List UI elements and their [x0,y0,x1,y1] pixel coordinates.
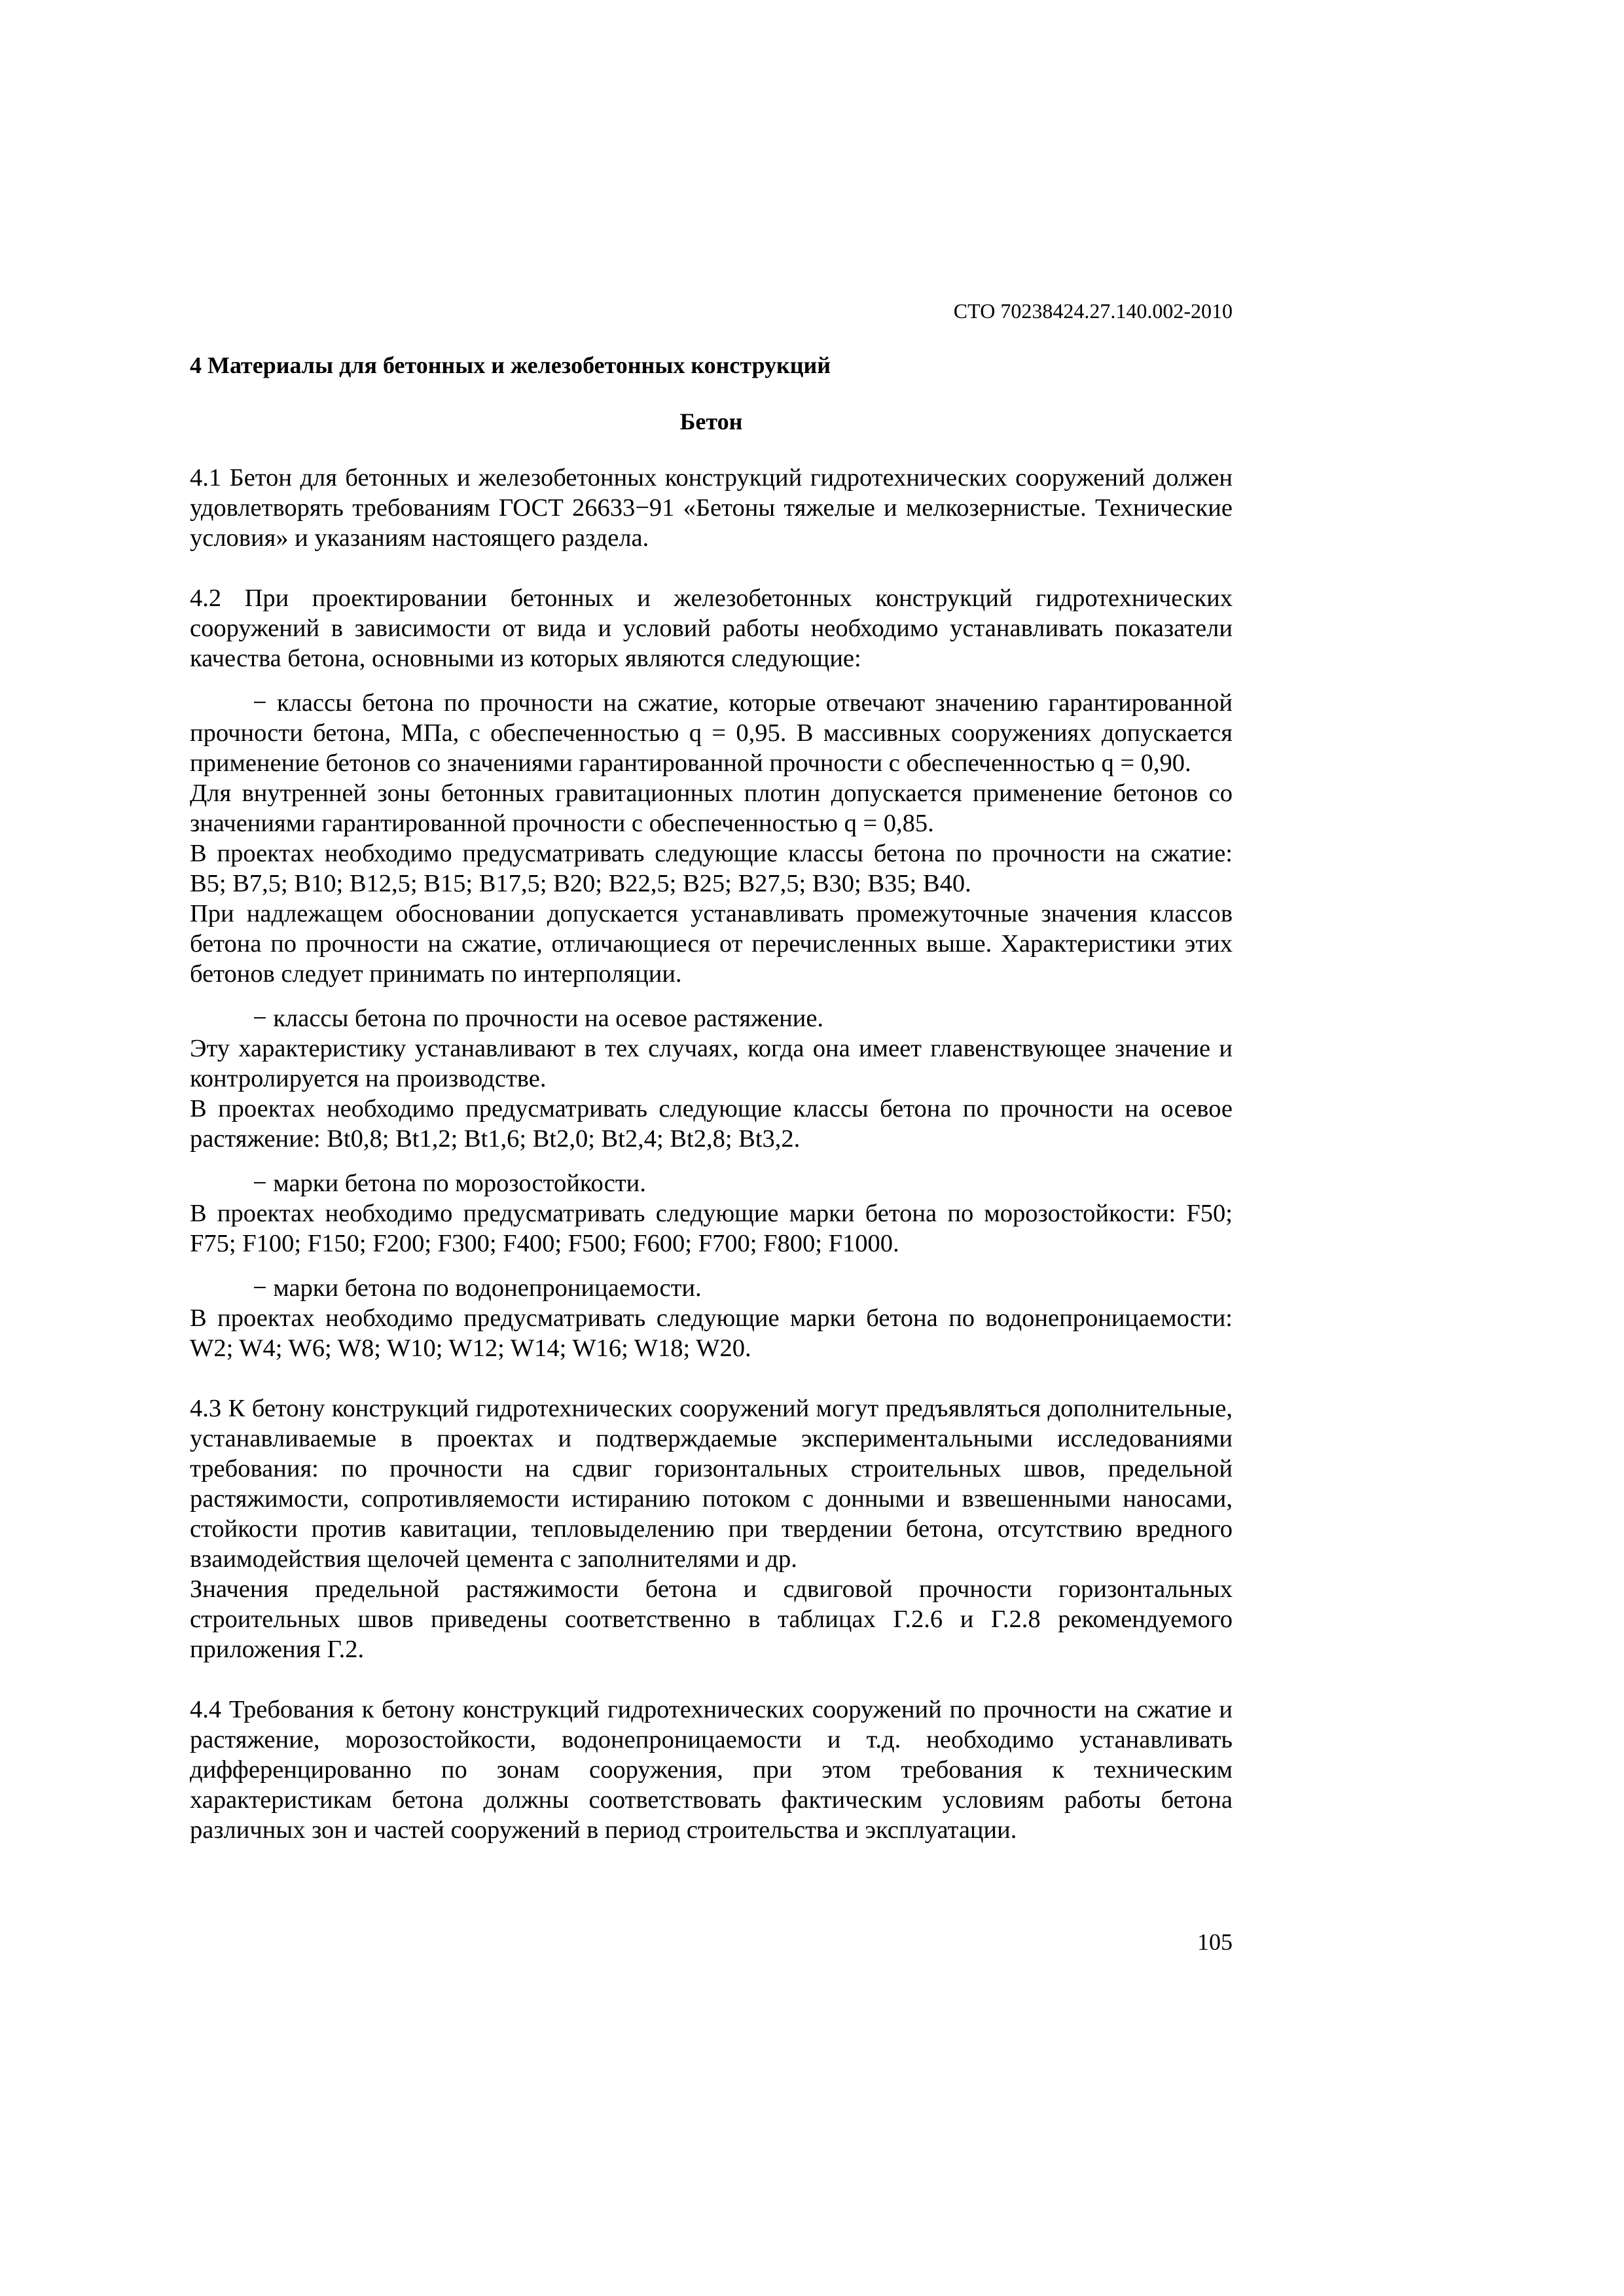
subsection-title: Бетон [679,408,743,435]
page-number: 105 [1197,1929,1233,1955]
paragraph-compressive-classes: В проектах необходимо предусматривать следующие классы бетона по прочности на сжатие: B5; B7,5; B10; B12,5; B15; B17,5; B20; B22,5; B25; B27,5; B30; B35; B40. [190,840,1233,897]
paragraph-frost-grades: В проектах необходимо предусматривать следующие марки бетона по морозостойкости: F50; F75; F100; F150; F200; F300; F400; F500; F600; F700; F800; F1000. [190,1200,1233,1257]
document-code: СТО 70238424.27.140.002-2010 [953,299,1233,323]
paragraph-4-3-values: Значения предельной растяжимости бетона и сдвиговой прочности горизонтальных строительных швов приведены соответственно в таблицах Г.2.6 и Г.2.8 рекомендуемого приложения Г.2. [190,1575,1233,1663]
list-item-tensile-strength: − классы бетона по прочности на осевое растяжение. [253,1005,824,1032]
paragraph-tensile-usage: Эту характеристику устанавливают в тех случаях, когда она имеет главенствующее значение и контролируется на производстве. [190,1035,1233,1092]
page-content [190,350,1233,1845]
section-title: 4 Материалы для бетонных и железобетонных конструкций [190,352,831,378]
paragraph-internal-zone: Для внутренней зоны бетонных гравитационных плотин допускается применение бетонов со значениями гарантированной прочности с обеспеченностью q = 0,85. [190,780,1233,837]
list-item-frost-resistance: − марки бетона по морозостойкости. [253,1170,646,1197]
paragraph-intermediate-values: При надлежащем обосновании допускается устанавливать промежуточные значения классов бетона по прочности на сжатие, отличающиеся от перечисленных выше. Характеристики этих бетонов следует принимать по интерполяции. [190,900,1233,988]
paragraph-4-1: 4.1 Бетон для бетонных и железобетонных конструкций гидротехнических сооружений должен удовлетворять требованиям ГОСТ 26633−91 «Бетоны тяжелые и мелкозернистые. Технические условия» и указаниям настоящего раздела. [190,464,1233,552]
paragraph-4-2: 4.2 При проектировании бетонных и железобетонных конструкций гидротехнических сооружений в зависимости от вида и условий работы необходимо устанавливать показатели качества бетона, основными из которых являются следующие: [190,584,1233,672]
list-item-water-resistance: − марки бетона по водонепроницаемости. [253,1274,702,1302]
paragraph-tensile-classes: В проектах необходимо предусматривать следующие классы бетона по прочности на осевое растяжение: Bt0,8; Bt1,2; Bt1,6; Bt2,0; Bt2,4; Bt2,8; Bt3,2. [190,1095,1233,1153]
list-item-compressive-strength: − классы бетона по прочности на сжатие, которые отвечают значению гарантированной прочности бетона, МПа, с обеспеченностью q = 0,95. В массивных сооружениях допускается применение бетонов со значениями гарантированной прочности с обеспеченностью q = 0,90. [190,689,1233,777]
paragraph-water-grades: В проектах необходимо предусматривать следующие марки бетона по водонепроницаемости: W2; W4; W6; W8; W10; W12; W14; W16; W18; W20. [190,1304,1233,1362]
paragraph-4-4: 4.4 Требования к бетону конструкций гидротехнических сооружений по прочности на сжатие и растяжение, морозостойкости, водонепроницаемости и т.д. необходимо устанавливать дифференцированно по зонам сооружения, при этом требования к техническим характеристикам бетона должны соответствовать фактическим условиям работы бетона различных зон и частей сооружений в период строительства и эксплуатации. [190,1696,1233,1844]
paragraph-4-3: 4.3 К бетону конструкций гидротехнических сооружений могут предъявляться дополнительные, устанавливаемые в проектах и подтверждаемые экспериментальными исследованиями требования: по прочности на сдвиг горизонтальных строительных швов, предельной растяжимости, сопротивляемости истиранию потоком с донными и взвешенными наносами, стойкости против кавитации, тепловыделению при твердении бетона, отсутствию вредного взаимодействия щелочей цемента с заполнителями и др. [190,1395,1233,1573]
